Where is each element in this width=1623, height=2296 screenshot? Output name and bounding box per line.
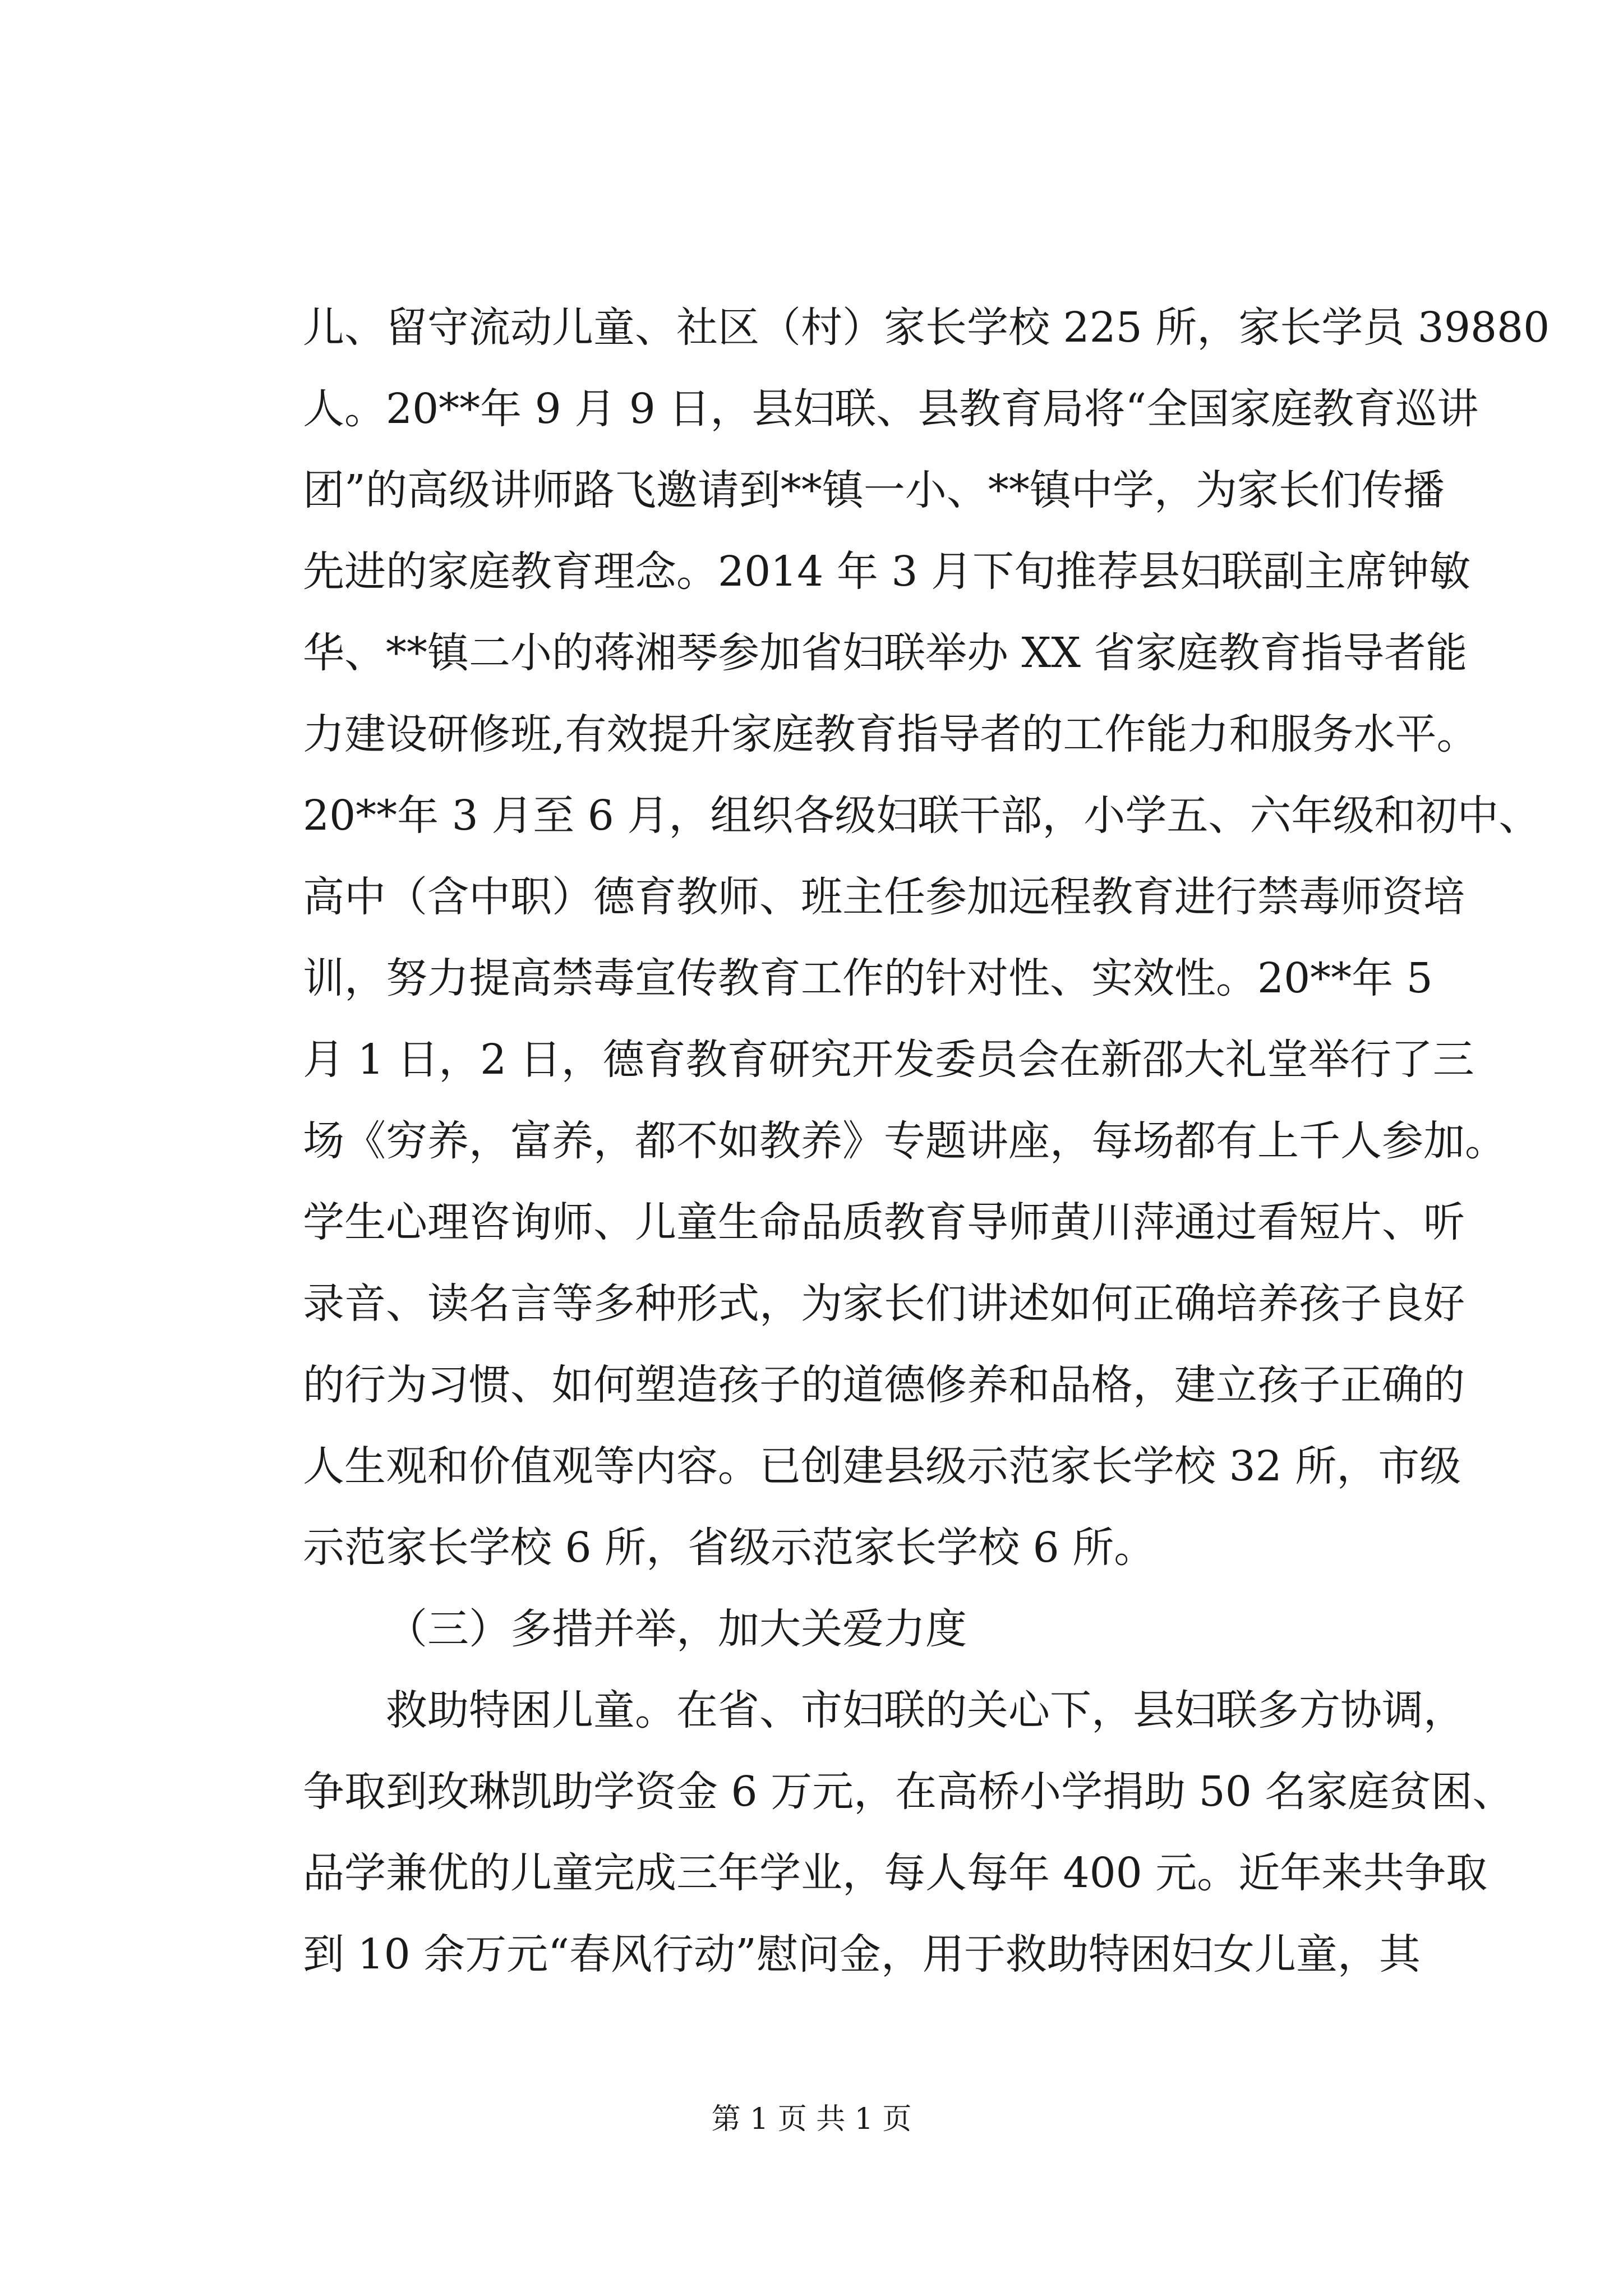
text-line: 先进的家庭教育理念。2014 年 3 月下旬推荐县妇联副主席钟敏 (303, 547, 1470, 596)
text-line: 华、**镇二小的蒋湘琴参加省妇联举办 XX 省家庭教育指导者能 (303, 629, 1468, 677)
body-text (303, 287, 1550, 1995)
text-line: 录音、读名言等多种形式，为家长们讲述如何正确培养孩子良好 (303, 1280, 1465, 1328)
text-line: 学生心理咨询师、儿童生命品质教育导师黄川萍通过看短片、听 (303, 1198, 1465, 1246)
text-line: 争取到玫琳凯助学资金 6 万元，在高桥小学捐助 50 名家庭贫困、 (303, 1768, 1514, 1816)
text-line: 力建设研修班,有效提升家庭教育指导者的工作能力和服务水平。 (303, 710, 1478, 758)
page-footer: 第 1 页 共 1 页 (711, 2102, 912, 2136)
text-line: 团”的高级讲师路飞邀请到**镇一小、**镇中学，为家长们传播 (303, 466, 1445, 514)
text-line: 的行为习惯、如何塑造孩子的道德修养和品格，建立孩子正确的 (303, 1361, 1465, 1409)
text-line: 品学兼优的儿童完成三年学业，每人每年 400 元。近年来共争取 (303, 1849, 1488, 1897)
text-line: 示范家长学校 6 所，省级示范家长学校 6 所。 (303, 1524, 1156, 1572)
text-line: 救助特困儿童。在省、市妇联的关心下，县妇联多方协调， (386, 1686, 1465, 1734)
text-line: 月 1 日，2 日，德育教育研究开发委员会在新邵大礼堂举行了三 (303, 1036, 1474, 1084)
section-heading: （三）多措并举，加大关爱力度 (386, 1605, 967, 1653)
text-line: 人生观和价值观等内容。已创建县级示范家长学校 32 所，市级 (303, 1442, 1461, 1490)
text-line: 场《穷养，富养，都不如教养》专题讲座，每场都有上千人参加。 (303, 1117, 1506, 1165)
text-line: 高中（含中职）德育教师、班主任参加远程教育进行禁毒师资培 (303, 873, 1465, 921)
text-line: 训，努力提高禁毒宣传教育工作的针对性、实效性。20**年 5 (303, 954, 1433, 1002)
text-line: 到 10 余万元“春风行动”慰问金，用于救助特困妇女儿童，其 (303, 1930, 1421, 1978)
text-line: 人。20**年 9 月 9 日，县妇联、县教育局将“全国家庭教育巡讲 (303, 385, 1479, 433)
text-line: 儿、留守流动儿童、社区（村）家长学校 225 所，家长学员 39880 (303, 303, 1550, 352)
text-line: 20**年 3 月至 6 月，组织各级妇联干部，小学五、六年级和初中、 (303, 792, 1541, 840)
